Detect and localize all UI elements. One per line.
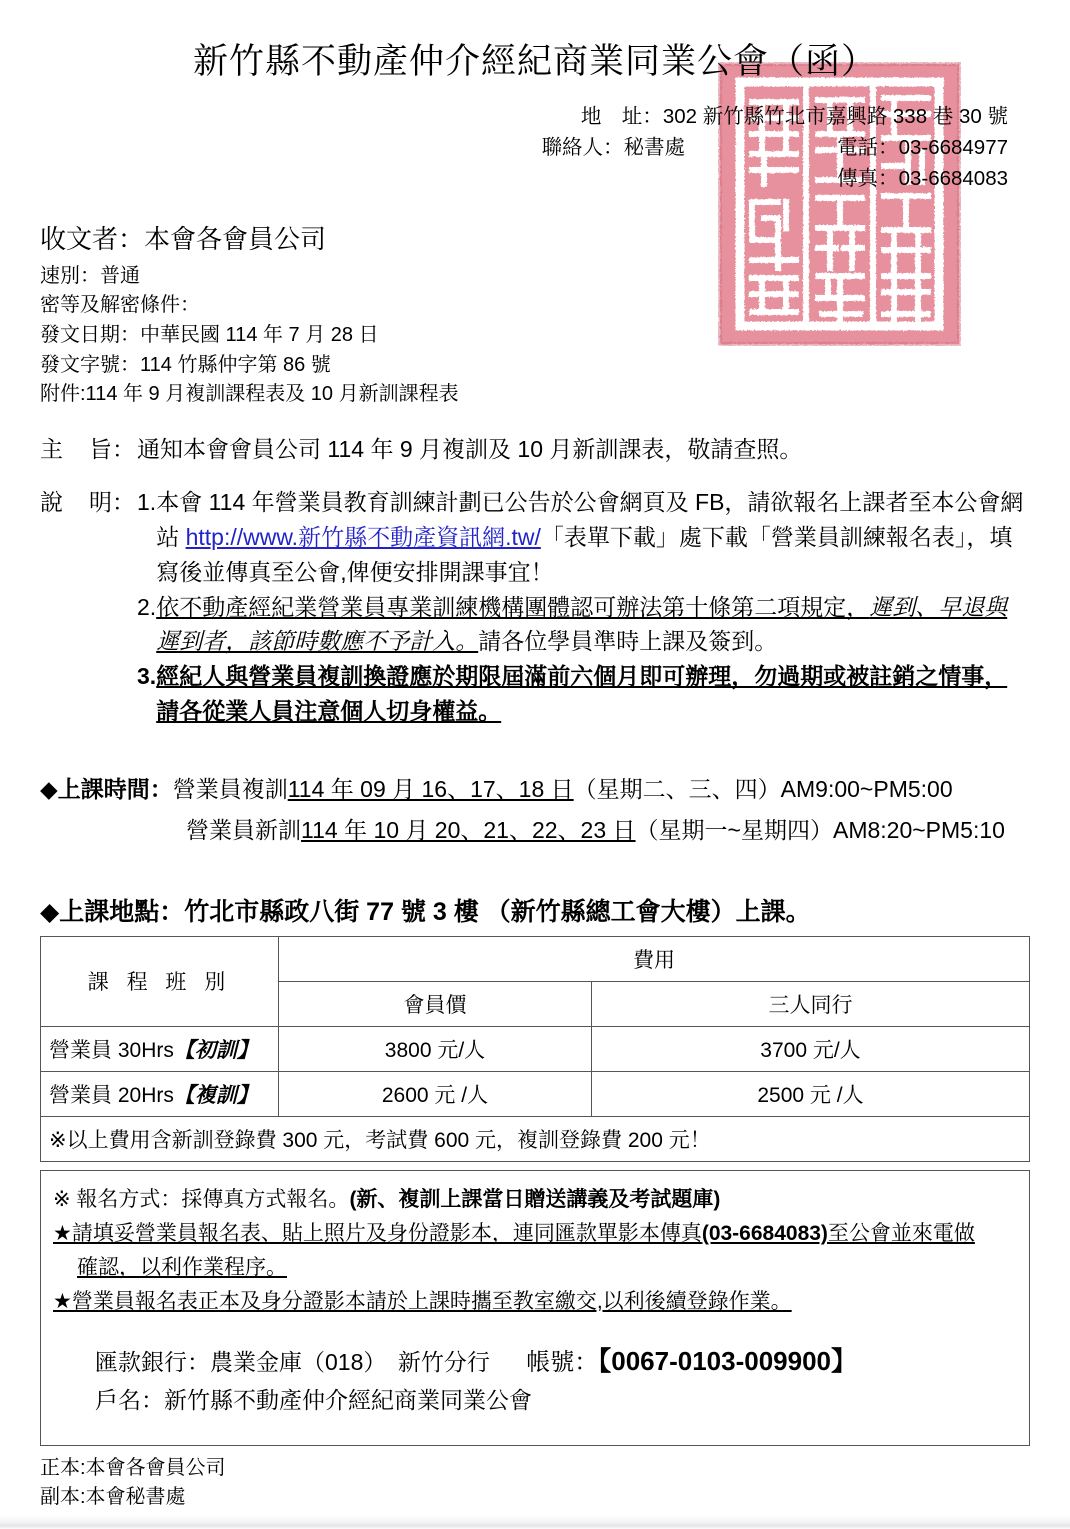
bank-transfer-info (53, 1341, 1017, 1419)
fax-row (40, 164, 1008, 195)
description-item-2 (137, 590, 1030, 660)
footer-copy: 副本:本會秘書處 (40, 1485, 186, 1508)
description-block (40, 485, 1030, 730)
table-header-row-1 (41, 936, 1030, 981)
item3-number: 3. (137, 663, 157, 690)
footer-original: 正本:本會各會員公司 (40, 1457, 226, 1480)
description-label: 說 明： (40, 488, 135, 515)
header-course-type: 課 程 班 別 (41, 936, 279, 1026)
notice-line-2: ★請填妥營業員報名表、貼上照片及身份證影本，連同匯款單影本傳真(03-6684083)至公會並來電做 (53, 1221, 975, 1245)
holder-label: 戶名： (95, 1387, 164, 1414)
item3-text: 經紀人與營業員複訓換證應於期限屆滿前六個月即可辦理，勿過期或被註銷之情事，請各從業人員注意個人切身權益。 (156, 663, 1008, 725)
bank-row (95, 1341, 1017, 1383)
new-training-date: 114 年 10 月 20、21、22、23 日 (301, 816, 636, 843)
table-row (41, 1026, 1030, 1071)
class-time-line-2 (40, 810, 1030, 850)
subject-text: 通知本會會員公司 114 年 9 月複訓及 10 月新訓課表，敬請查照。 (137, 435, 803, 462)
association-website-link[interactable]: http://www.新竹縣不動產資訊網.tw/ (185, 523, 541, 550)
subject-block (40, 432, 1030, 467)
meta-issue-date: 發文日期：中華民國 114 年 7 月 28 日 (40, 323, 379, 346)
new-training-label: 營業員新訓 (186, 816, 301, 843)
meta-issue-number: 發文字號：114 竹縣仲字第 86 號 (40, 353, 331, 376)
fax-label: 傳真： (837, 166, 899, 190)
holder-value: 新竹縣不動產仲介經紀商業同業公會 (164, 1387, 532, 1414)
fee-table (40, 936, 1030, 1162)
header-fee: 費用 (279, 936, 1030, 981)
document-meta (40, 220, 1030, 409)
class-location: ◆上課地點：竹北市縣政八街 77 號 3 樓 （新竹縣總工會大樓）上課。 (40, 897, 811, 926)
refresher-date: 114 年 09 月 16、17、18 日 (287, 776, 574, 803)
item2-number: 2. (137, 593, 157, 620)
item1-number: 1. (137, 488, 157, 515)
fax-value: 03-6684083 (898, 166, 1008, 190)
table-row (41, 1071, 1030, 1116)
meta-secrecy: 密等及解密條件： (40, 294, 200, 317)
contact-person-row (40, 133, 1008, 164)
description-item-3 (137, 659, 1030, 729)
row2-member-price: 2600 元 /人 (279, 1071, 592, 1116)
row1-member-price: 3800 元/人 (279, 1026, 592, 1071)
refresher-rest: （星期二、三、四）AM9:00~PM5:00 (573, 776, 953, 803)
contact-person: 聯絡人：秘書處 (541, 135, 686, 159)
class-time-heading: ◆上課時間： (40, 776, 173, 803)
fee-note: ※以上費用含新訓登錄費 300 元，考試費 600 元，複訓登錄費 200 元！ (41, 1116, 1030, 1161)
notice-line-2-cont: 確認，以利作業程序。 (77, 1255, 287, 1279)
account-label: 帳號： (526, 1348, 599, 1376)
item2-text: 依不動產經紀業營業員專業訓練機構團體認可辦法第十條第二項規定，遲到、早退與遲到者，該節時數應不予計入。請各位學員準時上課及簽到。 (156, 593, 1008, 655)
refresher-label: 營業員複訓 (172, 776, 288, 803)
meta-recipient: 收文者：本會各會員公司 (40, 224, 327, 255)
meta-speed: 速別：普通 (40, 264, 140, 287)
holder-row (95, 1382, 1017, 1419)
bank-value: 農業金庫（018） 新竹分行 (210, 1348, 490, 1375)
document-footer (40, 1454, 1030, 1511)
address-row (40, 102, 1008, 133)
item1-text: 本會 114 年營業員教育訓練計劃已公告於公會網頁及 FB，請欲報名上課者至本公會網站 http://www.新竹縣不動產資訊網.tw/「表單下載」處下載「營業員訓練報名表」，填寫後並傳真至公會,俾便安排開課事宜！ (156, 488, 1024, 585)
header-member-price: 會員價 (279, 981, 592, 1026)
row2-group-price: 2500 元 /人 (592, 1071, 1030, 1116)
notice-line-1: ※ 報名方式：採傳真方式報名。(新、複訓上課當日贈送講義及考試題庫) (53, 1187, 721, 1211)
page-bottom-edge (0, 1515, 1070, 1529)
description-item-1 (137, 485, 1030, 590)
registration-notice-box (40, 1170, 1030, 1446)
row1-course: 營業員 30Hrs【初訓】 (41, 1026, 279, 1071)
table-note-row (41, 1116, 1030, 1161)
bank-label: 匯款銀行： (95, 1348, 210, 1375)
row2-course: 營業員 20Hrs【複訓】 (41, 1071, 279, 1116)
contact-block (40, 102, 1030, 194)
class-time-line-1 (40, 769, 1030, 809)
address-label: 地 址： (580, 105, 663, 128)
account-number: 【0067-0103-009900】 (598, 1345, 858, 1376)
document-title: 新竹縣不動產仲介經紀商業同業公會（函） (192, 42, 877, 81)
description-items (137, 485, 1030, 730)
notice-line-3: ★營業員報名表正本及身分證影本請於上課時攜至教室繳交,以利後續登錄作業。 (53, 1289, 792, 1313)
meta-attachment: 附件:114 年 9 月複訓課程表及 10 月新訓課程表 (40, 383, 459, 406)
header-group-price: 三人同行 (592, 981, 1030, 1026)
subject-label: 主 旨： (40, 435, 135, 462)
row1-group-price: 3700 元/人 (592, 1026, 1030, 1071)
class-time-section (40, 769, 1030, 850)
phone: 電話：03-6684977 (837, 135, 1008, 159)
new-training-rest: （星期一~星期四）AM8:20~PM5:10 (635, 816, 1005, 843)
address-value: 302 新竹縣竹北市嘉興路 338 巷 30 號 (662, 105, 1008, 128)
